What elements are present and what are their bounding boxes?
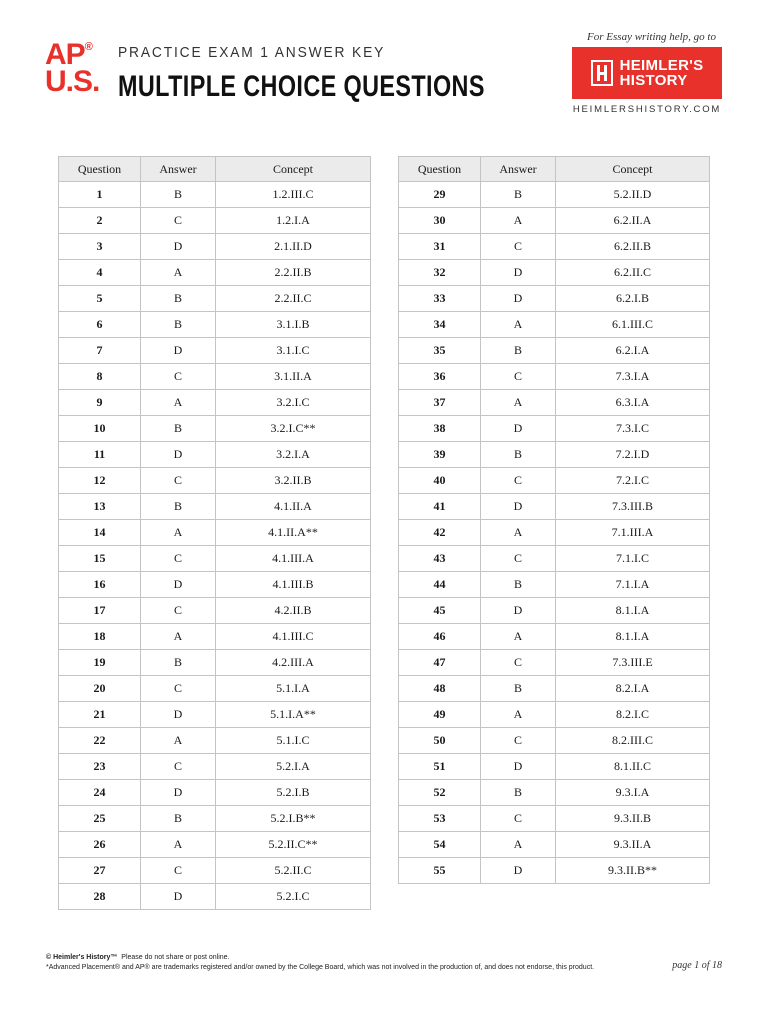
table-row — [59, 546, 371, 572]
question-number: 25 — [59, 806, 141, 832]
question-number: 10 — [59, 416, 141, 442]
answer-letter: B — [141, 494, 216, 520]
col-header-answer: Answer — [481, 157, 556, 182]
table-row — [59, 442, 371, 468]
table-row — [399, 364, 710, 390]
answer-letter: C — [141, 858, 216, 884]
question-number: 41 — [399, 494, 481, 520]
answer-letter: C — [481, 650, 556, 676]
concept-code: 6.2.I.A — [556, 338, 710, 364]
table-row — [399, 546, 710, 572]
answer-letter: A — [481, 390, 556, 416]
concept-code: 3.2.I.C** — [216, 416, 371, 442]
concept-code: 7.2.I.D — [556, 442, 710, 468]
question-number: 9 — [59, 390, 141, 416]
question-number: 49 — [399, 702, 481, 728]
concept-code: 4.1.III.C — [216, 624, 371, 650]
answer-letter: C — [141, 364, 216, 390]
table-row — [59, 338, 371, 364]
answer-letter: D — [481, 754, 556, 780]
table-row — [399, 338, 710, 364]
concept-code: 3.2.I.A — [216, 442, 371, 468]
answer-letter: D — [481, 286, 556, 312]
question-number: 28 — [59, 884, 141, 910]
table-row — [399, 416, 710, 442]
concept-code: 5.2.II.C** — [216, 832, 371, 858]
answer-letter: D — [141, 780, 216, 806]
answer-letter: D — [481, 494, 556, 520]
table-row — [399, 572, 710, 598]
table-row — [59, 806, 371, 832]
concept-code: 8.2.I.A — [556, 676, 710, 702]
concept-code: 4.1.III.B — [216, 572, 371, 598]
question-number: 20 — [59, 676, 141, 702]
answer-letter: B — [141, 312, 216, 338]
question-number: 17 — [59, 598, 141, 624]
question-number: 55 — [399, 858, 481, 884]
question-number: 44 — [399, 572, 481, 598]
concept-code: 8.2.III.C — [556, 728, 710, 754]
concept-code: 7.3.I.A — [556, 364, 710, 390]
answer-letter: A — [481, 702, 556, 728]
concept-code: 6.2.II.A — [556, 208, 710, 234]
table-row — [59, 312, 371, 338]
concept-code: 2.1.II.D — [216, 234, 371, 260]
table-row — [59, 858, 371, 884]
question-number: 21 — [59, 702, 141, 728]
table-row — [59, 884, 371, 910]
concept-code: 4.2.II.B — [216, 598, 371, 624]
question-number: 45 — [399, 598, 481, 624]
answer-letter: B — [141, 650, 216, 676]
answer-letter: C — [141, 754, 216, 780]
question-number: 32 — [399, 260, 481, 286]
concept-code: 5.1.I.A** — [216, 702, 371, 728]
answer-letter: B — [141, 806, 216, 832]
answer-letter: C — [141, 546, 216, 572]
footer-share-notice: Please do not share or post online. — [121, 954, 230, 961]
concept-code: 6.3.I.A — [556, 390, 710, 416]
answer-letter: A — [481, 832, 556, 858]
answer-letter: A — [481, 520, 556, 546]
table-row — [59, 182, 371, 208]
concept-code: 7.1.III.A — [556, 520, 710, 546]
table-row — [399, 780, 710, 806]
question-number: 34 — [399, 312, 481, 338]
concept-code: 8.1.II.C — [556, 754, 710, 780]
table-row — [59, 702, 371, 728]
answer-letter: D — [141, 338, 216, 364]
answer-letter: C — [481, 468, 556, 494]
concept-code: 2.2.II.C — [216, 286, 371, 312]
table-row — [399, 468, 710, 494]
answer-letter: C — [481, 806, 556, 832]
footer-notice — [46, 953, 594, 973]
table-row — [399, 598, 710, 624]
concept-code: 7.3.III.B — [556, 494, 710, 520]
table-row — [399, 234, 710, 260]
question-number: 31 — [399, 234, 481, 260]
concept-code: 5.2.II.D — [556, 182, 710, 208]
answer-letter: D — [141, 234, 216, 260]
answer-letter: C — [141, 468, 216, 494]
table-row — [59, 468, 371, 494]
concept-code: 3.1.II.A — [216, 364, 371, 390]
question-number: 40 — [399, 468, 481, 494]
question-number: 24 — [59, 780, 141, 806]
question-number: 22 — [59, 728, 141, 754]
question-number: 7 — [59, 338, 141, 364]
col-header-concept: Concept — [216, 157, 371, 182]
table-row — [399, 650, 710, 676]
question-number: 37 — [399, 390, 481, 416]
concept-code: 4.1.II.A — [216, 494, 371, 520]
table-row — [399, 390, 710, 416]
question-number: 14 — [59, 520, 141, 546]
col-header-concept: Concept — [556, 157, 710, 182]
question-number: 13 — [59, 494, 141, 520]
help-text: For Essay writing help, go to — [587, 31, 716, 43]
footer-trademark: *Advanced Placement® and AP® are trademarks registered and/or owned by the College Board, which was not involved in the production of, and does not endorse, this product. — [46, 964, 595, 971]
answer-letter: B — [481, 572, 556, 598]
table-row — [59, 390, 371, 416]
table-row — [399, 182, 710, 208]
logo-us-text: U.S. — [45, 65, 100, 98]
table-row — [59, 598, 371, 624]
question-number: 29 — [399, 182, 481, 208]
concept-code: 6.2.I.B — [556, 286, 710, 312]
answer-letter: C — [481, 546, 556, 572]
question-number: 36 — [399, 364, 481, 390]
question-number: 46 — [399, 624, 481, 650]
table-row — [59, 624, 371, 650]
table-row — [399, 260, 710, 286]
concept-code: 9.3.II.B** — [556, 858, 710, 884]
concept-code: 5.1.I.A — [216, 676, 371, 702]
answer-letter: B — [481, 182, 556, 208]
answer-letter: C — [141, 598, 216, 624]
table-row — [59, 286, 371, 312]
page-number: page 1 of 18 — [672, 960, 722, 971]
logo-ap-text: AP® — [45, 38, 92, 71]
question-number: 39 — [399, 442, 481, 468]
table-row — [59, 234, 371, 260]
question-number: 11 — [59, 442, 141, 468]
question-number: 53 — [399, 806, 481, 832]
col-header-question: Question — [399, 157, 481, 182]
answer-letter: A — [141, 520, 216, 546]
concept-code: 5.1.I.C — [216, 728, 371, 754]
concept-code: 4.1.III.A — [216, 546, 371, 572]
concept-code: 7.3.I.C — [556, 416, 710, 442]
answer-letter: A — [481, 624, 556, 650]
table-row — [59, 520, 371, 546]
question-number: 6 — [59, 312, 141, 338]
question-number: 3 — [59, 234, 141, 260]
question-number: 54 — [399, 832, 481, 858]
answer-letter: A — [141, 260, 216, 286]
table-row — [59, 208, 371, 234]
table-row — [59, 650, 371, 676]
table-row — [399, 442, 710, 468]
page-subtitle: PRACTICE EXAM 1 ANSWER KEY — [118, 44, 386, 61]
table-row — [59, 260, 371, 286]
table-row — [399, 208, 710, 234]
concept-code: 8.2.I.C — [556, 702, 710, 728]
table-row — [399, 832, 710, 858]
answer-letter: C — [481, 364, 556, 390]
answer-table-left — [58, 156, 371, 910]
question-number: 47 — [399, 650, 481, 676]
question-number: 2 — [59, 208, 141, 234]
question-number: 38 — [399, 416, 481, 442]
question-number: 51 — [399, 754, 481, 780]
table-row — [399, 806, 710, 832]
answer-letter: D — [141, 702, 216, 728]
question-number: 26 — [59, 832, 141, 858]
website-link[interactable]: HEIMLERSHISTORY.COM — [572, 104, 722, 115]
concept-code: 7.1.I.C — [556, 546, 710, 572]
concept-code: 4.1.II.A** — [216, 520, 371, 546]
concept-code: 5.2.I.A — [216, 754, 371, 780]
concept-code: 7.2.I.C — [556, 468, 710, 494]
table-row — [399, 624, 710, 650]
question-number: 42 — [399, 520, 481, 546]
table-row — [399, 494, 710, 520]
answer-letter: B — [141, 416, 216, 442]
concept-code: 6.2.II.B — [556, 234, 710, 260]
concept-code: 3.2.I.C — [216, 390, 371, 416]
question-number: 18 — [59, 624, 141, 650]
answer-letter: A — [481, 312, 556, 338]
h-logo-icon — [591, 60, 613, 86]
answer-letter: A — [141, 390, 216, 416]
answer-letter: D — [141, 442, 216, 468]
question-number: 43 — [399, 546, 481, 572]
concept-code: 7.3.III.E — [556, 650, 710, 676]
answer-letter: C — [141, 676, 216, 702]
table-row — [399, 728, 710, 754]
question-number: 35 — [399, 338, 481, 364]
answer-letter: A — [141, 832, 216, 858]
table-row — [59, 364, 371, 390]
answer-letter: B — [481, 780, 556, 806]
question-number: 48 — [399, 676, 481, 702]
question-number: 15 — [59, 546, 141, 572]
brand-line-1: HEIMLER'S — [619, 57, 704, 74]
answer-letter: A — [141, 624, 216, 650]
table-row — [59, 494, 371, 520]
question-number: 27 — [59, 858, 141, 884]
concept-code: 9.3.I.A — [556, 780, 710, 806]
question-number: 50 — [399, 728, 481, 754]
concept-code: 6.1.III.C — [556, 312, 710, 338]
table-row — [399, 520, 710, 546]
answer-letter: D — [141, 572, 216, 598]
answer-letter: B — [481, 338, 556, 364]
table-row — [59, 754, 371, 780]
question-number: 33 — [399, 286, 481, 312]
table-row — [399, 312, 710, 338]
answer-letter: A — [481, 208, 556, 234]
question-number: 4 — [59, 260, 141, 286]
concept-code: 5.2.II.C — [216, 858, 371, 884]
question-number: 30 — [399, 208, 481, 234]
answer-letter: D — [481, 598, 556, 624]
concept-code: 8.1.I.A — [556, 624, 710, 650]
table-row — [59, 416, 371, 442]
answer-letter: C — [481, 234, 556, 260]
question-number: 8 — [59, 364, 141, 390]
answer-letter: D — [481, 858, 556, 884]
page-title: MULTIPLE CHOICE QUESTIONS — [118, 70, 485, 103]
concept-code: 3.1.I.C — [216, 338, 371, 364]
concept-code: 8.1.I.A — [556, 598, 710, 624]
concept-code: 4.2.III.A — [216, 650, 371, 676]
concept-code: 2.2.II.B — [216, 260, 371, 286]
question-number: 16 — [59, 572, 141, 598]
brand-line-2: HISTORY — [619, 72, 688, 89]
concept-code: 7.1.I.A — [556, 572, 710, 598]
question-number: 19 — [59, 650, 141, 676]
table-row — [59, 780, 371, 806]
answer-letter: D — [481, 260, 556, 286]
concept-code: 6.2.II.C — [556, 260, 710, 286]
answer-letter: D — [481, 416, 556, 442]
question-number: 23 — [59, 754, 141, 780]
answer-letter: B — [141, 286, 216, 312]
question-number: 52 — [399, 780, 481, 806]
heimlers-history-logo[interactable] — [572, 47, 722, 99]
concept-code: 5.2.I.C — [216, 884, 371, 910]
concept-code: 5.2.I.B — [216, 780, 371, 806]
answer-letter: B — [141, 182, 216, 208]
ap-us-logo — [45, 40, 105, 97]
question-number: 12 — [59, 468, 141, 494]
table-row — [59, 832, 371, 858]
table-row — [399, 286, 710, 312]
concept-code: 9.3.II.A — [556, 832, 710, 858]
answer-letter: C — [141, 208, 216, 234]
concept-code: 1.2.III.C — [216, 182, 371, 208]
concept-code: 3.1.I.B — [216, 312, 371, 338]
question-number: 1 — [59, 182, 141, 208]
table-row — [399, 676, 710, 702]
answer-letter: A — [141, 728, 216, 754]
col-header-answer: Answer — [141, 157, 216, 182]
concept-code: 9.3.II.B — [556, 806, 710, 832]
answer-letter: D — [141, 884, 216, 910]
concept-code: 1.2.I.A — [216, 208, 371, 234]
answer-letter: B — [481, 442, 556, 468]
table-row — [399, 754, 710, 780]
table-row — [59, 676, 371, 702]
answer-letter: C — [481, 728, 556, 754]
footer-copyright: © Heimler's History™ — [46, 954, 118, 961]
concept-code: 3.2.II.B — [216, 468, 371, 494]
answer-table-right — [398, 156, 710, 884]
answer-letter: B — [481, 676, 556, 702]
table-row — [399, 858, 710, 884]
question-number: 5 — [59, 286, 141, 312]
col-header-question: Question — [59, 157, 141, 182]
table-row — [59, 728, 371, 754]
concept-code: 5.2.I.B** — [216, 806, 371, 832]
table-row — [59, 572, 371, 598]
table-row — [399, 702, 710, 728]
